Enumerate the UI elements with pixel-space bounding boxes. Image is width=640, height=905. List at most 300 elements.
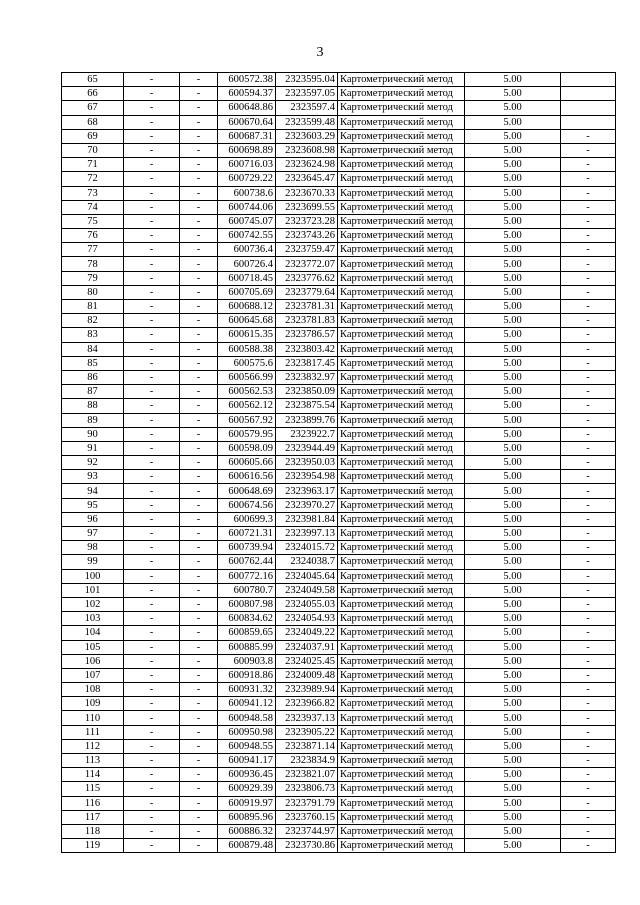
table-row (62, 385, 616, 399)
point-number-cell: 84 (62, 342, 124, 356)
accuracy-cell: 5.00 (465, 824, 561, 838)
accuracy-cell: 5.00 (465, 668, 561, 682)
x-coordinate-cell: 600562.53 (218, 385, 276, 399)
dash-cell-2: - (180, 328, 218, 342)
method-cell: Картометрический метод (338, 186, 465, 200)
method-cell: Картометрический метод (338, 413, 465, 427)
point-number-cell: 112 (62, 739, 124, 753)
dash-cell-1: - (124, 782, 180, 796)
table-row (62, 356, 616, 370)
point-number-cell: 77 (62, 243, 124, 257)
y-coordinate-cell: 2323772.07 (276, 257, 338, 271)
dash-cell-2: - (180, 683, 218, 697)
y-coordinate-cell: 2323743.26 (276, 229, 338, 243)
method-cell: Картометрический метод (338, 257, 465, 271)
method-cell: Картометрический метод (338, 129, 465, 143)
method-cell: Картометрический метод (338, 370, 465, 384)
dash-cell-1: - (124, 158, 180, 172)
table-row (62, 612, 616, 626)
extra-cell: - (561, 498, 616, 512)
table-row (62, 839, 616, 853)
table-row (62, 725, 616, 739)
dash-cell-2: - (180, 640, 218, 654)
method-cell: Картометрический метод (338, 768, 465, 782)
point-number-cell: 88 (62, 399, 124, 413)
x-coordinate-cell: 600762.44 (218, 555, 276, 569)
extra-cell: - (561, 569, 616, 583)
dash-cell-2: - (180, 754, 218, 768)
extra-cell: - (561, 796, 616, 810)
extra-cell: - (561, 697, 616, 711)
accuracy-cell: 5.00 (465, 683, 561, 697)
dash-cell-1: - (124, 668, 180, 682)
y-coordinate-cell: 2323744.97 (276, 824, 338, 838)
x-coordinate-cell: 600648.69 (218, 484, 276, 498)
x-coordinate-cell: 600598.09 (218, 441, 276, 455)
extra-cell: - (561, 711, 616, 725)
point-number-cell: 66 (62, 87, 124, 101)
y-coordinate-cell: 2323599.48 (276, 115, 338, 129)
point-number-cell: 90 (62, 427, 124, 441)
dash-cell-1: - (124, 569, 180, 583)
dash-cell-1: - (124, 796, 180, 810)
y-coordinate-cell: 2323922.7 (276, 427, 338, 441)
point-number-cell: 115 (62, 782, 124, 796)
x-coordinate-cell: 600895.96 (218, 810, 276, 824)
x-coordinate-cell: 600698.89 (218, 143, 276, 157)
dash-cell-2: - (180, 739, 218, 753)
method-cell: Картометрический метод (338, 115, 465, 129)
dash-cell-1: - (124, 129, 180, 143)
extra-cell: - (561, 271, 616, 285)
method-cell: Картометрический метод (338, 583, 465, 597)
dash-cell-2: - (180, 257, 218, 271)
y-coordinate-cell: 2324037.91 (276, 640, 338, 654)
dash-cell-1: - (124, 711, 180, 725)
dash-cell-2: - (180, 654, 218, 668)
dash-cell-2: - (180, 441, 218, 455)
dash-cell-1: - (124, 257, 180, 271)
y-coordinate-cell: 2323781.83 (276, 314, 338, 328)
dash-cell-1: - (124, 470, 180, 484)
dash-cell-1: - (124, 839, 180, 853)
extra-cell: - (561, 200, 616, 214)
extra-cell: - (561, 328, 616, 342)
dash-cell-2: - (180, 512, 218, 526)
dash-cell-2: - (180, 612, 218, 626)
accuracy-cell: 5.00 (465, 470, 561, 484)
dash-cell-2: - (180, 243, 218, 257)
y-coordinate-cell: 2323970.27 (276, 498, 338, 512)
y-coordinate-cell: 2323597.05 (276, 87, 338, 101)
dash-cell-1: - (124, 754, 180, 768)
extra-cell: - (561, 597, 616, 611)
dash-cell-1: - (124, 527, 180, 541)
method-cell: Картометрический метод (338, 668, 465, 682)
y-coordinate-cell: 2323950.03 (276, 456, 338, 470)
table-row (62, 300, 616, 314)
accuracy-cell: 5.00 (465, 498, 561, 512)
table-row (62, 73, 616, 87)
point-number-cell: 102 (62, 597, 124, 611)
point-number-cell: 96 (62, 512, 124, 526)
accuracy-cell: 5.00 (465, 484, 561, 498)
table-row (62, 768, 616, 782)
extra-cell: - (561, 739, 616, 753)
table-row (62, 654, 616, 668)
accuracy-cell: 5.00 (465, 200, 561, 214)
y-coordinate-cell: 2323954.98 (276, 470, 338, 484)
dash-cell-2: - (180, 385, 218, 399)
method-cell: Картометрический метод (338, 300, 465, 314)
table-row (62, 640, 616, 654)
dash-cell-1: - (124, 87, 180, 101)
point-number-cell: 87 (62, 385, 124, 399)
method-cell: Картометрический метод (338, 484, 465, 498)
table-row (62, 271, 616, 285)
dash-cell-1: - (124, 328, 180, 342)
extra-cell: - (561, 300, 616, 314)
accuracy-cell: 5.00 (465, 583, 561, 597)
extra-cell: - (561, 229, 616, 243)
method-cell: Картометрический метод (338, 229, 465, 243)
x-coordinate-cell: 600948.55 (218, 739, 276, 753)
point-number-cell: 109 (62, 697, 124, 711)
y-coordinate-cell: 2323944.49 (276, 441, 338, 455)
method-cell: Картометрический метод (338, 342, 465, 356)
dash-cell-1: - (124, 541, 180, 555)
table-row (62, 87, 616, 101)
x-coordinate-cell: 600885.99 (218, 640, 276, 654)
point-number-cell: 86 (62, 370, 124, 384)
dash-cell-2: - (180, 498, 218, 512)
method-cell: Картометрический метод (338, 101, 465, 115)
dash-cell-1: - (124, 200, 180, 214)
extra-cell: - (561, 285, 616, 299)
table-row (62, 512, 616, 526)
accuracy-cell: 5.00 (465, 87, 561, 101)
extra-cell: - (561, 143, 616, 157)
x-coordinate-cell: 600687.31 (218, 129, 276, 143)
point-number-cell: 100 (62, 569, 124, 583)
extra-cell (561, 115, 616, 129)
y-coordinate-cell: 2323832.97 (276, 370, 338, 384)
accuracy-cell: 5.00 (465, 739, 561, 753)
point-number-cell: 93 (62, 470, 124, 484)
dash-cell-2: - (180, 73, 218, 87)
extra-cell: - (561, 612, 616, 626)
dash-cell-1: - (124, 810, 180, 824)
x-coordinate-cell: 600918.86 (218, 668, 276, 682)
point-number-cell: 118 (62, 824, 124, 838)
extra-cell: - (561, 342, 616, 356)
dash-cell-1: - (124, 824, 180, 838)
extra-cell (561, 101, 616, 115)
dash-cell-2: - (180, 158, 218, 172)
x-coordinate-cell: 600807.98 (218, 597, 276, 611)
dash-cell-1: - (124, 356, 180, 370)
point-number-cell: 105 (62, 640, 124, 654)
table-row (62, 697, 616, 711)
y-coordinate-cell: 2323603.29 (276, 129, 338, 143)
table-row (62, 470, 616, 484)
dash-cell-1: - (124, 427, 180, 441)
x-coordinate-cell: 600562.12 (218, 399, 276, 413)
table-row (62, 541, 616, 555)
dash-cell-2: - (180, 583, 218, 597)
method-cell: Картометрический метод (338, 626, 465, 640)
x-coordinate-cell: 600594.37 (218, 87, 276, 101)
dash-cell-2: - (180, 413, 218, 427)
x-coordinate-cell: 600931.32 (218, 683, 276, 697)
y-coordinate-cell: 2323597.4 (276, 101, 338, 115)
extra-cell: - (561, 484, 616, 498)
method-cell: Картометрический метод (338, 725, 465, 739)
method-cell: Картометрический метод (338, 385, 465, 399)
method-cell: Картометрический метод (338, 739, 465, 753)
table-row (62, 243, 616, 257)
x-coordinate-cell: 600744.06 (218, 200, 276, 214)
accuracy-cell: 5.00 (465, 640, 561, 654)
dash-cell-1: - (124, 612, 180, 626)
x-coordinate-cell: 600879.48 (218, 839, 276, 853)
dash-cell-1: - (124, 441, 180, 455)
extra-cell: - (561, 512, 616, 526)
accuracy-cell: 5.00 (465, 782, 561, 796)
dash-cell-2: - (180, 626, 218, 640)
point-number-cell: 103 (62, 612, 124, 626)
accuracy-cell: 5.00 (465, 541, 561, 555)
dash-cell-1: - (124, 512, 180, 526)
dash-cell-2: - (180, 782, 218, 796)
dash-cell-2: - (180, 143, 218, 157)
table-row (62, 186, 616, 200)
extra-cell: - (561, 668, 616, 682)
x-coordinate-cell: 600780.7 (218, 583, 276, 597)
point-number-cell: 80 (62, 285, 124, 299)
point-number-cell: 95 (62, 498, 124, 512)
y-coordinate-cell: 2323997.13 (276, 527, 338, 541)
y-coordinate-cell: 2323699.55 (276, 200, 338, 214)
point-number-cell: 74 (62, 200, 124, 214)
y-coordinate-cell: 2323875.54 (276, 399, 338, 413)
extra-cell: - (561, 683, 616, 697)
accuracy-cell: 5.00 (465, 597, 561, 611)
accuracy-cell: 5.00 (465, 314, 561, 328)
extra-cell: - (561, 555, 616, 569)
x-coordinate-cell: 600615.35 (218, 328, 276, 342)
accuracy-cell: 5.00 (465, 697, 561, 711)
y-coordinate-cell: 2324049.22 (276, 626, 338, 640)
y-coordinate-cell: 2323779.64 (276, 285, 338, 299)
extra-cell: - (561, 810, 616, 824)
extra-cell: - (561, 427, 616, 441)
x-coordinate-cell: 600834.62 (218, 612, 276, 626)
method-cell: Картометрический метод (338, 754, 465, 768)
extra-cell: - (561, 356, 616, 370)
x-coordinate-cell: 600745.07 (218, 214, 276, 228)
dash-cell-1: - (124, 555, 180, 569)
accuracy-cell: 5.00 (465, 186, 561, 200)
method-cell: Картометрический метод (338, 683, 465, 697)
page-number: 3 (316, 45, 324, 60)
extra-cell: - (561, 782, 616, 796)
point-number-cell: 78 (62, 257, 124, 271)
dash-cell-1: - (124, 484, 180, 498)
dash-cell-1: - (124, 172, 180, 186)
accuracy-cell: 5.00 (465, 73, 561, 87)
table-row (62, 257, 616, 271)
y-coordinate-cell: 2323937.13 (276, 711, 338, 725)
accuracy-cell: 5.00 (465, 399, 561, 413)
y-coordinate-cell: 2323871.14 (276, 739, 338, 753)
table-row (62, 285, 616, 299)
extra-cell: - (561, 626, 616, 640)
table-row (62, 427, 616, 441)
y-coordinate-cell: 2324045.64 (276, 569, 338, 583)
point-number-cell: 94 (62, 484, 124, 498)
dash-cell-2: - (180, 200, 218, 214)
x-coordinate-cell: 600903.8 (218, 654, 276, 668)
method-cell: Картометрический метод (338, 541, 465, 555)
x-coordinate-cell: 600929.39 (218, 782, 276, 796)
dash-cell-2: - (180, 427, 218, 441)
dash-cell-1: - (124, 229, 180, 243)
x-coordinate-cell: 600721.31 (218, 527, 276, 541)
x-coordinate-cell: 600616.56 (218, 470, 276, 484)
x-coordinate-cell: 600674.56 (218, 498, 276, 512)
y-coordinate-cell: 2323781.31 (276, 300, 338, 314)
y-coordinate-cell: 2323821.07 (276, 768, 338, 782)
accuracy-cell: 5.00 (465, 569, 561, 583)
point-number-cell: 67 (62, 101, 124, 115)
y-coordinate-cell: 2323966.82 (276, 697, 338, 711)
accuracy-cell: 5.00 (465, 101, 561, 115)
table-row (62, 498, 616, 512)
method-cell: Картометрический метод (338, 456, 465, 470)
accuracy-cell: 5.00 (465, 271, 561, 285)
x-coordinate-cell: 600579.95 (218, 427, 276, 441)
table-row (62, 711, 616, 725)
dash-cell-2: - (180, 87, 218, 101)
point-number-cell: 99 (62, 555, 124, 569)
y-coordinate-cell: 2324009.48 (276, 668, 338, 682)
dash-cell-1: - (124, 456, 180, 470)
method-cell: Картометрический метод (338, 441, 465, 455)
y-coordinate-cell: 2324055.03 (276, 597, 338, 611)
extra-cell: - (561, 470, 616, 484)
extra-cell: - (561, 370, 616, 384)
table-row (62, 754, 616, 768)
dash-cell-1: - (124, 115, 180, 129)
dash-cell-2: - (180, 725, 218, 739)
dash-cell-2: - (180, 569, 218, 583)
table-row (62, 214, 616, 228)
x-coordinate-cell: 600886.32 (218, 824, 276, 838)
dash-cell-1: - (124, 739, 180, 753)
point-number-cell: 101 (62, 583, 124, 597)
accuracy-cell: 5.00 (465, 427, 561, 441)
table-row (62, 555, 616, 569)
table-row (62, 158, 616, 172)
method-cell: Картометрический метод (338, 285, 465, 299)
dash-cell-1: - (124, 370, 180, 384)
method-cell: Картометрический метод (338, 569, 465, 583)
accuracy-cell: 5.00 (465, 257, 561, 271)
dash-cell-1: - (124, 597, 180, 611)
dash-cell-1: - (124, 498, 180, 512)
method-cell: Картометрический метод (338, 810, 465, 824)
table-row (62, 626, 616, 640)
extra-cell: - (561, 158, 616, 172)
y-coordinate-cell: 2323595.04 (276, 73, 338, 87)
accuracy-cell: 5.00 (465, 441, 561, 455)
accuracy-cell: 5.00 (465, 754, 561, 768)
extra-cell: - (561, 186, 616, 200)
x-coordinate-cell: 600605.66 (218, 456, 276, 470)
accuracy-cell: 5.00 (465, 512, 561, 526)
x-coordinate-cell: 600670.64 (218, 115, 276, 129)
extra-cell: - (561, 243, 616, 257)
point-number-cell: 76 (62, 229, 124, 243)
method-cell: Картометрический метод (338, 470, 465, 484)
y-coordinate-cell: 2323608.98 (276, 143, 338, 157)
x-coordinate-cell: 600729.22 (218, 172, 276, 186)
table-row (62, 484, 616, 498)
point-number-cell: 79 (62, 271, 124, 285)
point-number-cell: 110 (62, 711, 124, 725)
extra-cell: - (561, 839, 616, 853)
y-coordinate-cell: 2324049.58 (276, 583, 338, 597)
dash-cell-2: - (180, 768, 218, 782)
method-cell: Картометрический метод (338, 782, 465, 796)
point-number-cell: 107 (62, 668, 124, 682)
extra-cell (561, 87, 616, 101)
dash-cell-2: - (180, 115, 218, 129)
dash-cell-2: - (180, 399, 218, 413)
accuracy-cell: 5.00 (465, 342, 561, 356)
method-cell: Картометрический метод (338, 612, 465, 626)
dash-cell-1: - (124, 413, 180, 427)
extra-cell: - (561, 583, 616, 597)
y-coordinate-cell: 2323905.22 (276, 725, 338, 739)
table-row (62, 200, 616, 214)
method-cell: Картометрический метод (338, 328, 465, 342)
point-number-cell: 113 (62, 754, 124, 768)
extra-cell: - (561, 385, 616, 399)
dash-cell-2: - (180, 229, 218, 243)
y-coordinate-cell: 2323803.42 (276, 342, 338, 356)
method-cell: Картометрический метод (338, 271, 465, 285)
x-coordinate-cell: 600919.97 (218, 796, 276, 810)
y-coordinate-cell: 2324054.93 (276, 612, 338, 626)
method-cell: Картометрический метод (338, 356, 465, 370)
table-row (62, 328, 616, 342)
method-cell: Картометрический метод (338, 143, 465, 157)
method-cell: Картометрический метод (338, 796, 465, 810)
y-coordinate-cell: 2323723.28 (276, 214, 338, 228)
dash-cell-1: - (124, 300, 180, 314)
accuracy-cell: 5.00 (465, 328, 561, 342)
x-coordinate-cell: 600716.03 (218, 158, 276, 172)
dash-cell-2: - (180, 824, 218, 838)
table-row (62, 527, 616, 541)
method-cell: Картометрический метод (338, 172, 465, 186)
y-coordinate-cell: 2323850.09 (276, 385, 338, 399)
x-coordinate-cell: 600718.45 (218, 271, 276, 285)
extra-cell: - (561, 129, 616, 143)
y-coordinate-cell: 2323834.9 (276, 754, 338, 768)
